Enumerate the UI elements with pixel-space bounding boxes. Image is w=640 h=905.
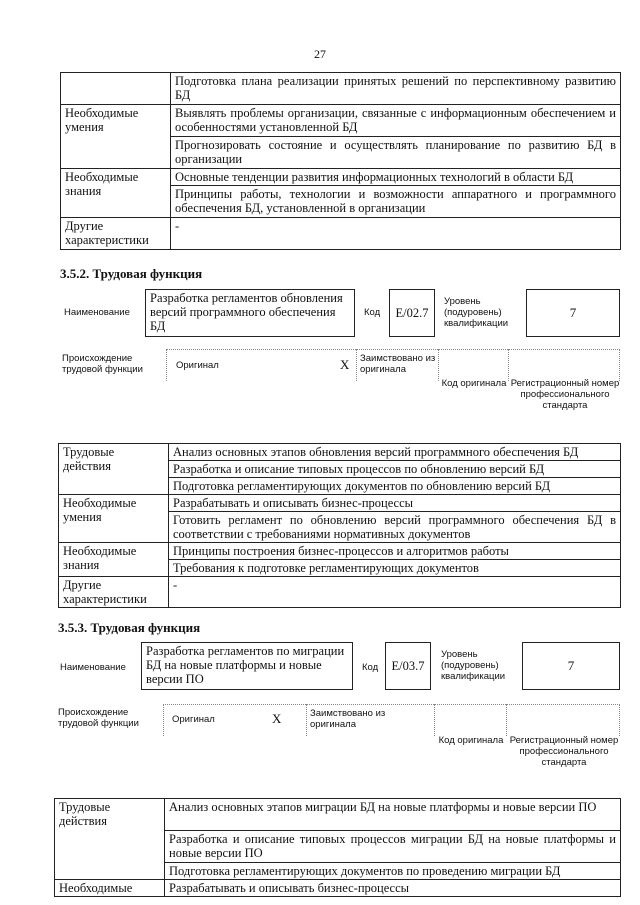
table-row (55, 799, 621, 831)
code-label: Код (364, 307, 381, 318)
row-label: Другие характеристики (59, 577, 169, 608)
row-text: Подготовка плана реализации принятых решений по перспективному развитию БД (171, 73, 621, 105)
reg-number-label: Регистрационный номер профессионального стандарта (510, 378, 620, 411)
row-text: - (169, 577, 621, 608)
table-row (61, 218, 621, 250)
level-value: 7 (526, 289, 620, 337)
row-text: Подготовка регламентирующих документов по обновлению версий БД (169, 478, 621, 495)
table-row (61, 105, 621, 137)
borrowed-label: Заимствовано из оригинала (310, 708, 386, 730)
row-text: Анализ основных этапов обновления версий программного обеспечения БД (169, 444, 621, 461)
code-orig-label: Код оригинала (441, 378, 507, 389)
reg-number-label: Регистрационный номер профессионального стандарта (509, 735, 619, 768)
table-top (60, 72, 621, 250)
row-text: Готовить регламент по обновлению версий программного обеспечения БД в соответствии с требованиями нормативных документов (169, 512, 621, 543)
original-label: Оригинал (176, 360, 219, 371)
table-row (61, 169, 621, 186)
code-label: Код (362, 662, 379, 673)
name-label: Наименование (64, 307, 130, 318)
row-label: Другие характеристики (61, 218, 171, 250)
divider (306, 704, 307, 736)
row-label: Необходимые знания (61, 169, 171, 218)
row-text: - (171, 218, 621, 250)
row-label: Необходимые знания (59, 543, 169, 577)
table-func1 (58, 443, 621, 608)
row-text: Выявлять проблемы организации, связанные с информационным обеспечением и особенностями установленной БД (171, 105, 621, 137)
row-text: Разрабатывать и описывать бизнес-процессы (169, 495, 621, 512)
section-heading: 3.5.3. Трудовая функция (58, 620, 201, 635)
row-text: Разработка и описание типовых процессов по обновлению версий БД (169, 461, 621, 478)
divider (438, 349, 439, 381)
name-label: Наименование (60, 662, 126, 673)
divider (508, 349, 509, 381)
table-row (59, 543, 621, 560)
row-label: Необходимые умения (61, 105, 171, 169)
table-row (55, 880, 621, 897)
row-text: Разрабатывать и описывать бизнес-процессы (165, 880, 621, 897)
divider (506, 704, 507, 736)
row-label: Необходимые умения (59, 495, 169, 543)
row-text: Принципы построения бизнес-процессов и алгоритмов работы (169, 543, 621, 560)
row-text: Основные тенденции развития информационных технологий в области БД (171, 169, 621, 186)
table-func2 (54, 798, 621, 897)
row-text: Анализ основных этапов миграции БД на новые платформы и новые версии ПО (165, 799, 621, 831)
table-row (59, 577, 621, 608)
divider (356, 349, 357, 381)
origin-label: Происхождение трудовой функции (62, 353, 143, 375)
code-orig-label: Код оригинала (438, 735, 504, 746)
row-text: Требования к подготовке регламентирующих документов (169, 560, 621, 577)
level-value: 7 (522, 642, 620, 690)
original-mark: X (340, 357, 350, 372)
page-number: 27 (314, 47, 326, 61)
divider (434, 704, 435, 736)
level-label: Уровень (подуровень) квалификации (441, 649, 506, 682)
row-label (61, 73, 171, 105)
borrowed-label: Заимствовано из оригинала (360, 353, 436, 375)
code-value: E/02.7 (389, 289, 435, 337)
original-mark: X (272, 711, 282, 726)
row-text: Разработка и описание типовых процессов миграции БД на новые платформы и новые версии ПО (165, 831, 621, 863)
section-heading: 3.5.2. Трудовая функция (60, 266, 203, 281)
table-row (59, 444, 621, 461)
level-label: Уровень (подуровень) квалификации (444, 296, 509, 329)
origin-label: Происхождение трудовой функции (58, 707, 139, 729)
table-row (59, 495, 621, 512)
table-row (61, 73, 621, 105)
name-value: Разработка регламентов по миграции БД на новые платформы и новые версии ПО (141, 642, 353, 690)
row-text: Подготовка регламентирующих документов по проведению миграции БД (165, 863, 621, 880)
row-text: Принципы работы, технологии и возможности аппаратного и программного обеспечения БД, установленной в организации (171, 186, 621, 218)
code-value: E/03.7 (385, 642, 431, 690)
row-text: Прогнозировать состояние и осуществлять планирование по развитию БД в организации (171, 137, 621, 169)
name-value: Разработка регламентов обновления версий программного обеспечения БД (145, 289, 355, 337)
row-label: Трудовые действия (55, 799, 165, 880)
original-label: Оригинал (172, 714, 215, 725)
row-label: Трудовые действия (59, 444, 169, 495)
row-label: Необходимые (55, 880, 165, 897)
